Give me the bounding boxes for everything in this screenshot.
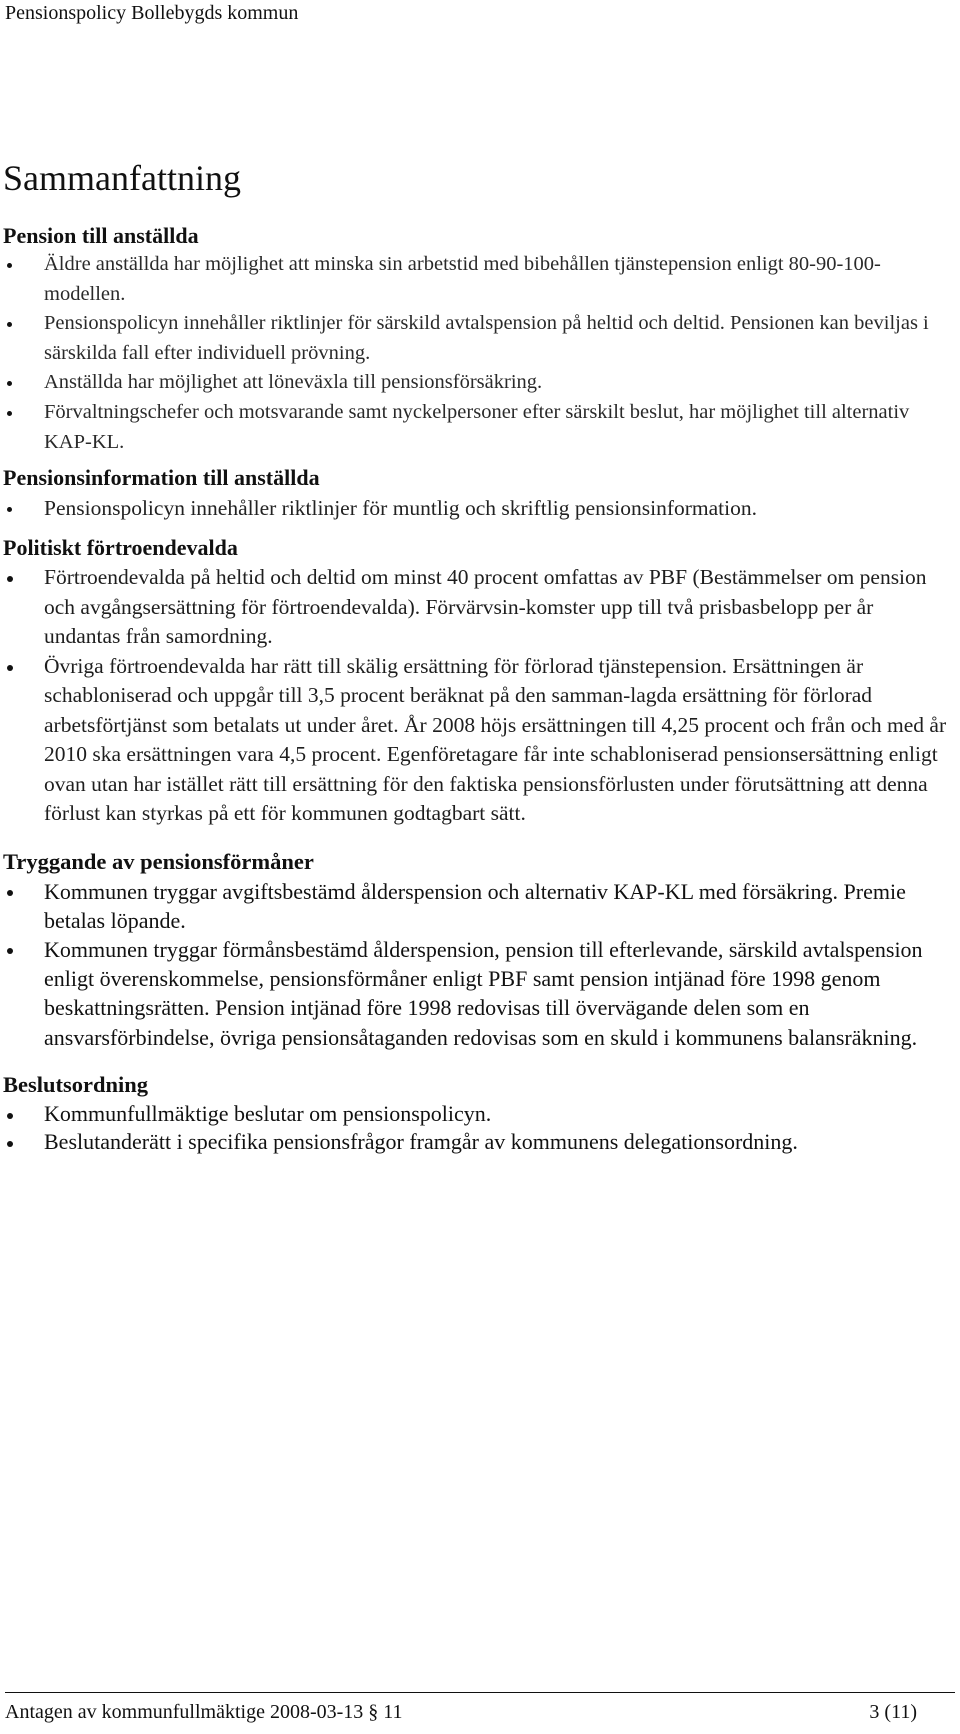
bullet-list: [3, 1100, 955, 1156]
list-item-text: Förtroendevalda på heltid och deltid om minst 40 procent omfattas av PBF (Bestämmelser om pension och avgångsersättning för förtroendevalda). Förvärvsin-komster upp till två prisbasbelopp per år undantas från samordning.: [44, 565, 927, 649]
list-item: [3, 250, 955, 309]
list-item: [3, 309, 955, 368]
list-item: [3, 1128, 955, 1156]
list-item: [3, 368, 955, 398]
bullet-icon: [7, 948, 13, 954]
bullet-icon: [7, 507, 12, 512]
bullet-icon: [7, 665, 13, 671]
bullet-list: [3, 250, 955, 457]
bullet-icon: [7, 1141, 13, 1147]
page-footer: [5, 1692, 955, 1723]
list-item: [3, 1100, 955, 1128]
list-item: [3, 563, 955, 652]
list-item-text: Beslutanderätt i specifika pensionsfrågor framgår av kommunens delegationsordning.: [44, 1128, 798, 1154]
section-heading: Pension till anställda: [3, 223, 199, 248]
section-politiskt-fortroendevalda: [3, 533, 955, 829]
bullet-icon: [7, 576, 13, 582]
bullet-icon: [7, 890, 13, 896]
list-item-text: Förvaltningschefer och motsvarande samt nyckelpersoner efter särskilt beslut, har möjlighet till alternativ KAP-KL.: [44, 400, 910, 453]
list-item: [3, 877, 955, 935]
bullet-list: [3, 493, 955, 523]
section-pensionsinformation: [3, 463, 955, 523]
list-item-text: Anställda har möjlighet att löneväxla till pensionsförsäkring.: [44, 371, 543, 394]
section-heading: Tryggande av pensionsförmåner: [3, 848, 314, 874]
list-item-text: Kommunen tryggar avgiftsbestämd ålderspension och alternativ KAP-KL med försäkring. Premie betalas löpande.: [44, 878, 906, 933]
bullet-icon: [7, 411, 12, 416]
section-pension-till-anstallda: [3, 222, 955, 457]
bullet-icon: [7, 322, 12, 327]
bullet-icon: [7, 381, 12, 386]
list-item-text: Kommunen tryggar förmånsbestämd ålderspension, pension till efterlevande, särskild avtalspension enligt överenskommelse, pensionsförmåner enligt PBF samt pension intjänad före 1998 genom beskattningsrätten. Pension intjänad före 1998 redovisas till övervägande delen som en ansvarsförbindelse, övriga pensionsåtaganden redovisas som en skuld i kommunens balansräkning.: [44, 937, 923, 1050]
list-item: [3, 493, 955, 523]
list-item-text: Övriga förtroendevalda har rätt till skälig ersättning för förlorad tjänstepension. Ersättningen är schabloniserad och uppgår till 3,5 procent beräknat på den samman-lagda ersättning för förlorad arbetsförtjänst som betalats ut under året. År 2008 höjs ersättningen till 4,25 procent och från och med år 2010 ska ersättningen vara 4,5 procent. Egenföretagare får inte schabloniserad pensionsersättning enligt ovan utan har istället rätt till ersättning för den faktiska pensionsförlusten under förutsättning att denna förlust kan styrkas på ett för kommunen godtagbart sätt.: [44, 653, 947, 826]
list-item: [3, 652, 955, 829]
bullet-icon: [7, 263, 12, 268]
document-body: [3, 222, 955, 1156]
footer-adoption-note: Antagen av kommunfullmäktige 2008-03-13 § 11: [5, 1701, 403, 1723]
list-item-text: Pensionspolicyn innehåller riktlinjer för särskild avtalspension på heltid och deltid. Pensionen kan beviljas i särskilda fall efter individuell prövning.: [44, 312, 929, 364]
bullet-list: [3, 563, 955, 829]
section-heading: Beslutsordning: [3, 1071, 149, 1097]
section-tryggande-av-pensionsformaner: [3, 847, 955, 1052]
list-item-text: Äldre anställda har möjlighet att minska sin arbetstid med bibehållen tjänstepension enligt 80-90-100-modellen.: [44, 253, 881, 305]
section-heading: Pensionsinformation till anställda: [3, 465, 320, 491]
list-item: [3, 398, 955, 457]
section-heading: Politiskt förtroendevalda: [3, 535, 238, 561]
page-title: Sammanfattning: [3, 158, 241, 198]
bullet-icon: [7, 1113, 13, 1119]
list-item: [3, 935, 955, 1052]
page-header: Pensionspolicy Bollebygds kommun: [5, 2, 299, 24]
page-number: 3 (11): [869, 1701, 917, 1723]
list-item-text: Pensionspolicyn innehåller riktlinjer för muntlig och skriftlig pensionsinformation.: [44, 496, 757, 521]
section-beslutsordning: [3, 1070, 955, 1156]
list-item-text: Kommunfullmäktige beslutar om pensionspolicyn.: [44, 1100, 492, 1126]
bullet-list: [3, 877, 955, 1052]
